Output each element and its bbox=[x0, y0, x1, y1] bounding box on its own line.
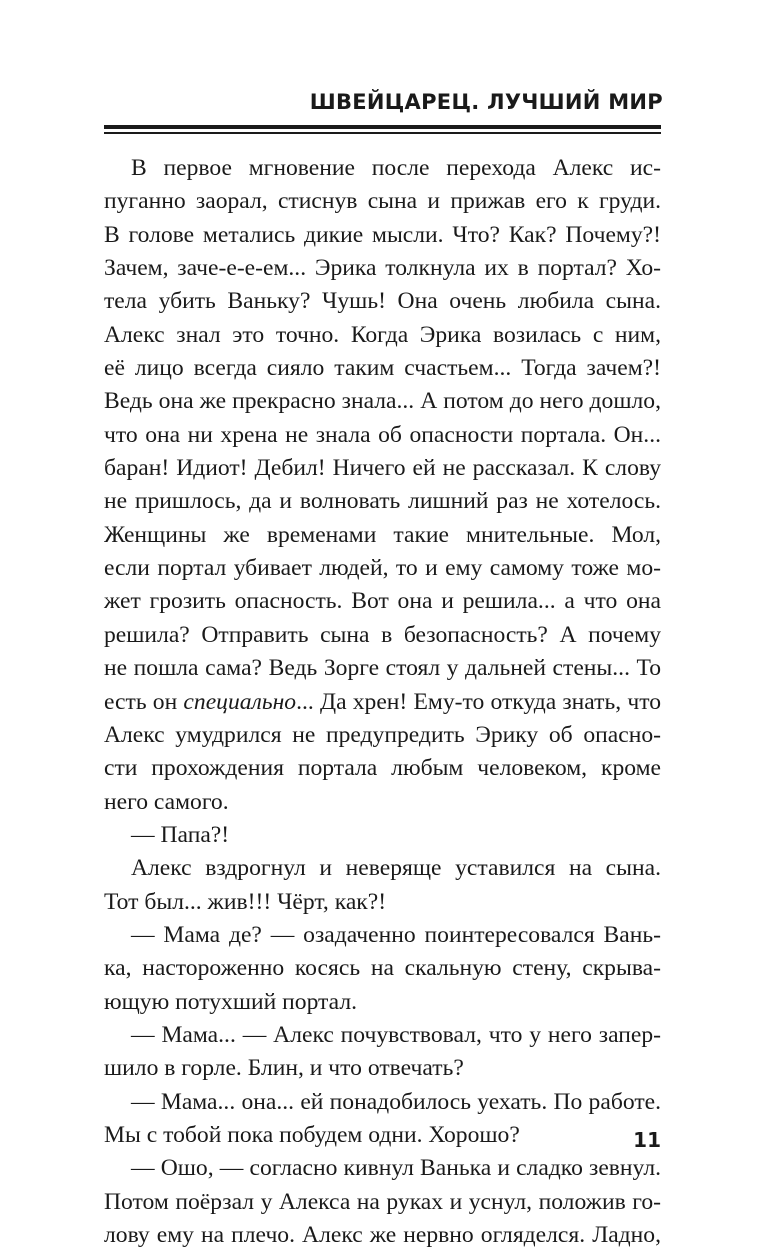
text-line: — Мама... она... ей понадобилось уехать. По работе. bbox=[131, 1088, 661, 1115]
italic-emphasis: специально bbox=[183, 688, 297, 715]
running-head-title: ШВЕЙЦАРЕЦ. ЛУЧШИЙ МИР bbox=[309, 90, 663, 114]
text-line: Зачем, заче-е-е-ем... Эрика толкнула их в портал? Хо- bbox=[104, 255, 661, 282]
text-line: сти прохождения портала любым человеком, кроме bbox=[104, 755, 661, 782]
text-segment: ... Да хрен! Ему-то откуда знать, что bbox=[296, 688, 661, 715]
text-line: её лицо всегда сияло таким счастьем... Тогда зачем?! bbox=[104, 355, 661, 382]
text-line: Ведь она же прекрасно знала... А потом до него дошло, bbox=[104, 388, 661, 415]
header-rule-thin bbox=[104, 132, 661, 134]
text-line: В голове метались дикие мысли. Что? Как? Почему?! bbox=[104, 221, 661, 248]
text-line: не пошла сама? Ведь Зорге стоял у дальней стены... То bbox=[104, 655, 661, 682]
text-line: ющую потухший портал. bbox=[104, 988, 357, 1015]
text-line: него самого. bbox=[104, 788, 229, 815]
body-text bbox=[104, 152, 661, 1252]
text-line: Тот был... жив!!! Чёрт, как?! bbox=[104, 888, 387, 915]
text-line: что она ни хрена не знала об опасности портала. Он... bbox=[104, 421, 661, 448]
text-line: жет грозить опасность. Вот она и решила... а что она bbox=[104, 588, 661, 615]
text-line: — Папа?! bbox=[131, 821, 230, 848]
text-line: Алекс знал это точно. Когда Эрика возилась с ним, bbox=[104, 321, 661, 348]
text-line: Алекс вздрогнул и неверяще уставился на сына. bbox=[131, 855, 661, 882]
text-line: пуганно заорал, стиснув сына и прижав его к груди. bbox=[104, 188, 661, 215]
text-line: если портал убивает людей, то и ему самому тоже мо- bbox=[104, 555, 661, 582]
text-line: Потом поёрзал у Алекса на руках и уснул, положив го- bbox=[104, 1188, 661, 1215]
text-line: не пришлось, да и волновать лишний раз не хотелось. bbox=[104, 488, 661, 515]
text-line: тела убить Ваньку? Чушь! Она очень любила сына. bbox=[104, 288, 661, 315]
text-line: решила? Отправить сына в безопасность? А почему bbox=[104, 621, 661, 648]
text-line: шило в горле. Блин, и что отвечать? bbox=[104, 1055, 464, 1082]
text-line: Алекс умудрился не предупредить Эрику об опасно- bbox=[104, 721, 661, 748]
text-line: Женщины же временами такие мнительные. Мол, bbox=[104, 521, 661, 548]
header-rule-thick bbox=[104, 125, 661, 129]
text-line: — Ошо, — согласно кивнул Ванька и сладко зевнул. bbox=[131, 1155, 661, 1182]
text-line: лову ему на плечо. Алекс же нервно огляделся. Ладно, bbox=[104, 1222, 661, 1248]
text-line: — Мама де? — озадаченно поинтересовался Вань- bbox=[131, 921, 661, 948]
text-line: баран! Идиот! Дебил! Ничего ей не рассказал. К слову bbox=[104, 455, 661, 482]
text-segment: есть он bbox=[104, 688, 184, 715]
text-line bbox=[104, 686, 661, 719]
page-number: 11 bbox=[633, 1128, 661, 1152]
text-line: — Мама... — Алекс почувствовал, что у него запер- bbox=[131, 1021, 661, 1048]
text-line: Мы с тобой пока побудем одни. Хорошо? bbox=[104, 1121, 520, 1148]
text-line: ка, настороженно косясь на скальную стену, скрыва- bbox=[104, 955, 661, 982]
text-line: В первое мгновение после перехода Алекс ис- bbox=[131, 155, 661, 181]
